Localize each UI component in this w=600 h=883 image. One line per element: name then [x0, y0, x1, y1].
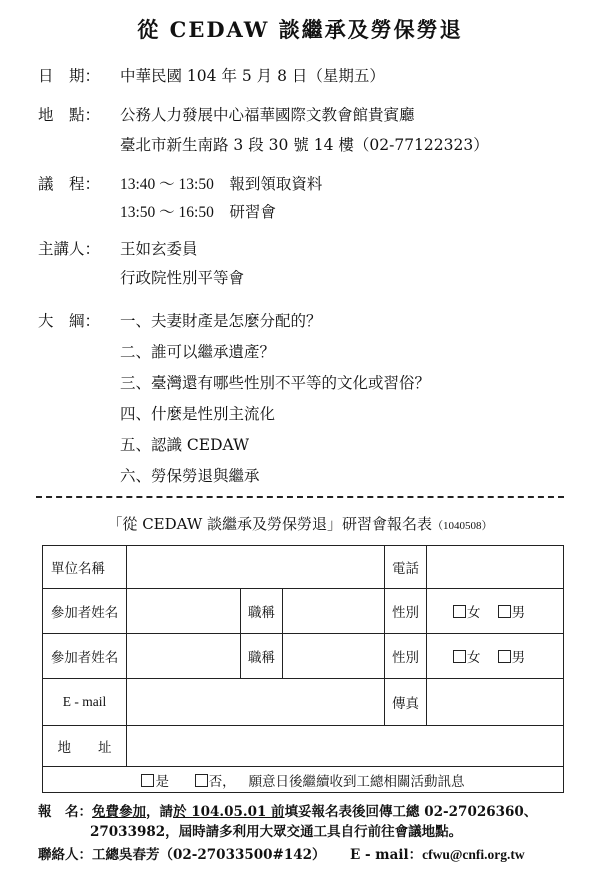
location-row	[38, 105, 415, 125]
address-label: 地 址	[43, 726, 127, 767]
position-2-label: 職稱	[241, 634, 283, 679]
male-label-2: 男	[511, 650, 526, 666]
location-line2: 臺北市新生南路 3 段 30 號 14 樓（02-77122323）	[120, 136, 489, 154]
email-input[interactable]	[127, 679, 385, 726]
consent-no-checkbox[interactable]	[195, 774, 208, 787]
email-label: E - mail	[43, 679, 127, 726]
unit-input[interactable]	[127, 546, 385, 589]
female-label-1: 女	[467, 605, 481, 621]
male-checkbox-1[interactable]	[498, 605, 511, 618]
phone-input[interactable]	[427, 546, 564, 589]
participant-2-input[interactable]	[127, 634, 241, 679]
cut-line-divider	[36, 496, 564, 498]
page-title: 從 CEDAW 談繼承及勞保勞退	[137, 17, 463, 42]
form-title	[0, 513, 600, 534]
participant-2-label: 參加者姓名	[43, 634, 127, 679]
reg-text-1: 填妥報名表後回傳工總 02-27026360、	[284, 804, 538, 820]
deadline-text: 於 104.05.01 前	[173, 804, 285, 820]
date-row	[38, 66, 385, 86]
schedule-label: 議 程：	[38, 175, 101, 193]
gender-1-label: 性別	[385, 589, 427, 634]
position-1-input[interactable]	[283, 589, 385, 634]
schedule-desc-2: 研習會	[229, 203, 276, 221]
registration-form-table	[42, 545, 564, 793]
gender-2-options	[427, 634, 564, 679]
fax-label: 傳真	[385, 679, 427, 726]
outline-label: 大 綱：	[38, 312, 101, 330]
unit-label: 單位名稱	[43, 546, 127, 589]
participant-1-label: 參加者姓名	[43, 589, 127, 634]
address-input[interactable]	[127, 726, 564, 767]
schedule-time-2: 13:50 ～ 16:50	[120, 204, 214, 221]
female-checkbox-1[interactable]	[453, 605, 466, 618]
phone-label: 電話	[385, 546, 427, 589]
location-line1: 公務人力發展中心福華國際文教會館貴賓廳	[120, 106, 415, 124]
outline-item-2: 二、誰可以繼承遺產？	[120, 343, 276, 361]
contact-row	[38, 846, 326, 864]
deadline-prefix: ，請	[146, 804, 173, 820]
contact-email[interactable]: cfwu@cnfi.org.tw	[422, 847, 525, 862]
outline-item-1: 一、夫妻財產是怎麼分配的？	[120, 312, 322, 330]
participant-1-input[interactable]	[127, 589, 241, 634]
male-label-1: 男	[511, 605, 526, 621]
male-checkbox-2[interactable]	[498, 650, 511, 663]
speaker-row	[38, 239, 198, 259]
consent-no-label: 否，	[208, 773, 236, 790]
contact-value: 工總吳春芳（02-27033500#142）	[92, 847, 326, 863]
consent-yes-checkbox[interactable]	[141, 774, 154, 787]
outline-item-4: 四、什麼是性別主流化	[120, 405, 276, 423]
outline-item-5: 五、認識 CEDAW	[120, 436, 250, 454]
contact-email-row	[350, 846, 525, 864]
form-code: （1040508）	[432, 520, 493, 532]
reg-text-2: 27033982，屆時請多利用大眾交通工具自行前往會議地點。	[90, 824, 463, 840]
fax-input[interactable]	[427, 679, 564, 726]
gender-1-options	[427, 589, 564, 634]
female-label-2: 女	[467, 650, 481, 666]
gender-2-label: 性別	[385, 634, 427, 679]
location-label: 地 點：	[38, 106, 101, 124]
consent-text: 願意日後繼續收到工總相關活動訊息	[248, 773, 465, 790]
reg-label: 報 名：	[38, 804, 92, 820]
outline-item-3: 三、臺灣還有哪些性別不平等的文化或習俗？	[120, 374, 431, 392]
form-title-text: 「從 CEDAW 談繼承及勞保勞退」研習會報名表	[107, 515, 433, 533]
position-2-input[interactable]	[283, 634, 385, 679]
registration-info	[38, 803, 537, 821]
date-label: 日 期：	[38, 67, 101, 85]
date-value: 中華民國 104 年 5 月 8 日（星期五）	[120, 67, 385, 85]
schedule-time-1: 13:40 ～ 13:50	[120, 176, 214, 193]
contact-label: 聯絡人：	[38, 847, 92, 863]
schedule-row	[38, 174, 322, 195]
speaker-org: 行政院性別平等會	[120, 269, 245, 287]
outline-item-6: 六、勞保勞退與繼承	[120, 467, 260, 485]
outline-row	[38, 311, 322, 331]
schedule-row-2	[120, 202, 276, 223]
consent-yes-label: 是	[155, 773, 169, 790]
consent-row	[43, 767, 564, 793]
speaker-name: 王如玄委員	[120, 240, 198, 258]
contact-email-label: E - mail：	[350, 847, 423, 863]
speaker-label: 主講人：	[38, 240, 101, 258]
position-1-label: 職稱	[241, 589, 283, 634]
free-text: 免費參加	[92, 804, 146, 820]
schedule-desc-1: 報到領取資料	[229, 175, 323, 193]
female-checkbox-2[interactable]	[453, 650, 466, 663]
